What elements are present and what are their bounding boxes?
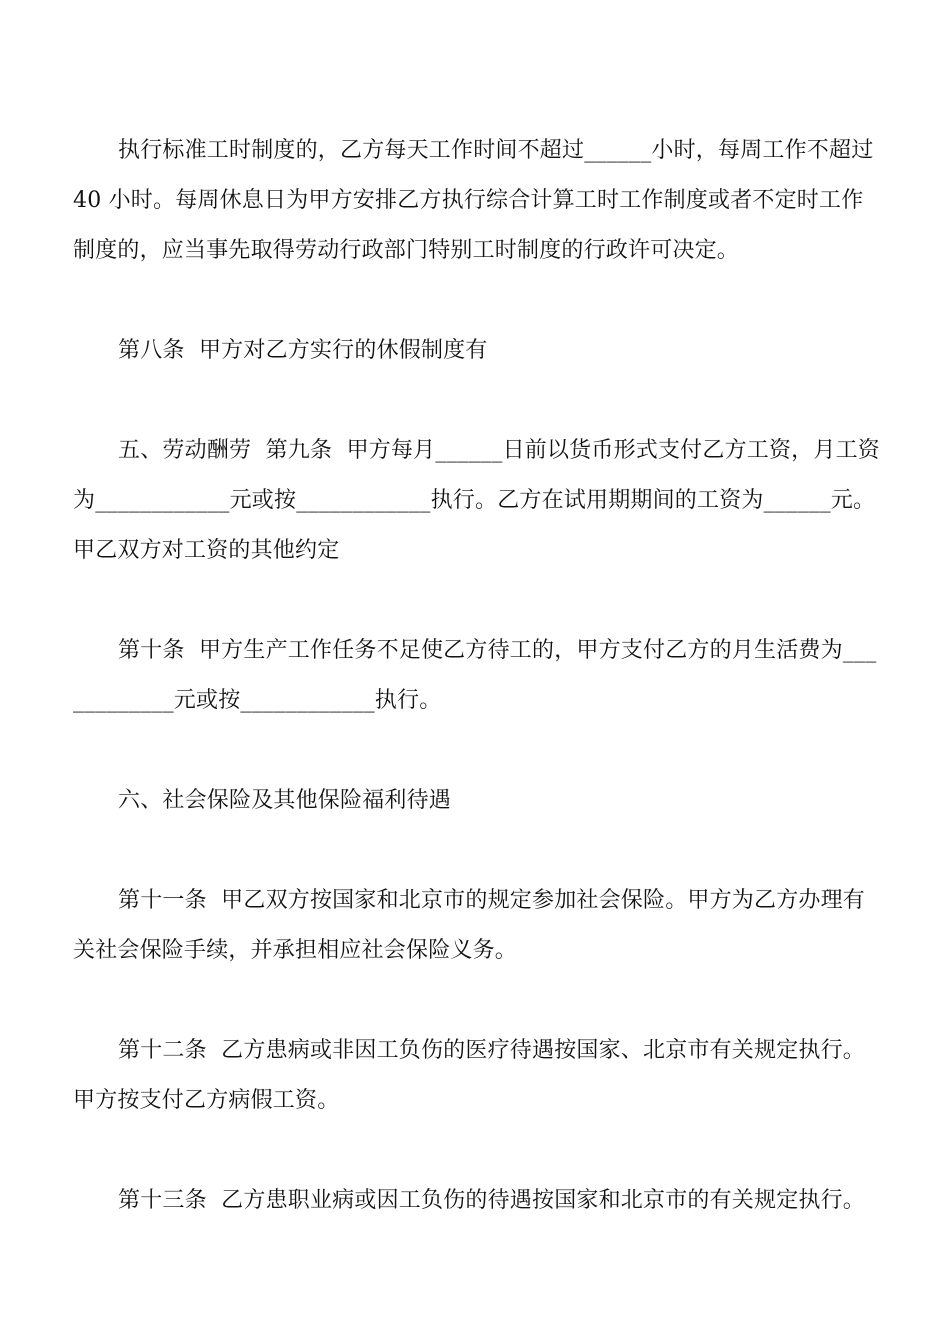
paragraph-6-line-2: 关社会保险手续，并承担相应社会保险义务。	[73, 938, 518, 963]
paragraph-5-line-1: 六、社会保险及其他保险福利待遇	[118, 788, 452, 813]
paragraph-4-line-1: 第十条 甲方生产工作任务不足使乙方待工的，甲方支付乙方的月生活费为___	[118, 638, 877, 663]
paragraph-1-line-2: 40 小时。每周休息日为甲方安排乙方执行综合计算工时工作制度或者不定时工作	[73, 188, 864, 213]
paragraph-1-line-3: 制度的，应当事先取得劳动行政部门特别工时制度的行政许可决定。	[73, 238, 740, 263]
paragraph-3-line-2: 为____________元或按____________执行。乙方在试用期期间的工资为______元。	[73, 488, 876, 513]
paragraph-6-line-1: 第十一条 甲乙双方按国家和北京市的规定参加社会保险。甲方为乙方办理有	[118, 888, 865, 913]
paragraph-8-line-1: 第十三条 乙方患职业病或因工负伤的待遇按国家和北京市的有关规定执行。	[118, 1188, 865, 1213]
paragraph-7-line-1: 第十二条 乙方患病或非因工负伤的医疗待遇按国家、北京市有关规定执行。	[118, 1038, 865, 1063]
paragraph-4-line-2: _________元或按____________执行。	[73, 688, 442, 713]
paragraph-2-line-1: 第八条 甲方对乙方实行的休假制度有	[118, 338, 488, 363]
paragraph-1-line-1: 执行标准工时制度的，乙方每天工作时间不超过______小时，每周工作不超过	[118, 138, 874, 163]
paragraph-7-line-2: 甲方按支付乙方病假工资。	[73, 1088, 340, 1113]
paragraph-3-line-1: 五、劳动酬劳 第九条 甲方每月______日前以货币形式支付乙方工资，月工资	[118, 438, 880, 463]
paragraph-3-line-3: 甲乙双方对工资的其他约定	[73, 538, 340, 563]
